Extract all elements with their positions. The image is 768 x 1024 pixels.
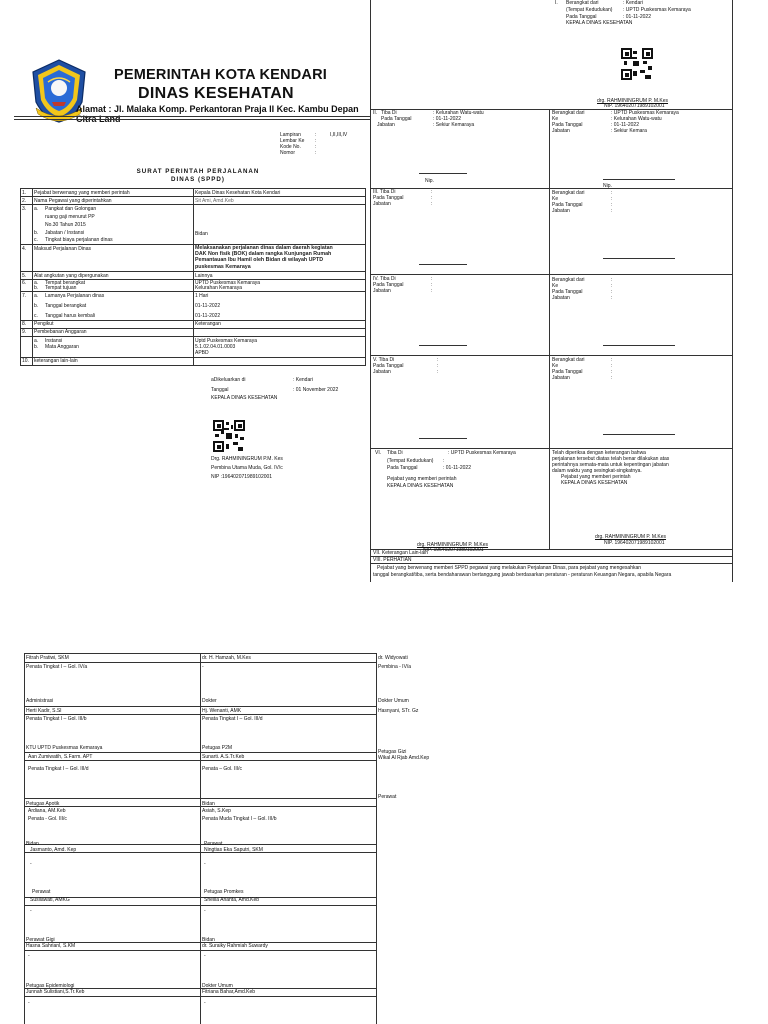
- document-title: SURAT PERINTAH PERJALANAN DINAS (SPPD): [136, 168, 260, 183]
- staff-list-table: Fitrah Pratiwi, SKM Penata Tingkat I – Gol. IV/a Administrasi Herti Kadir, S.SI Penata Tingkat I – Gol. III/b KTU UPTD Puskesmas Kemaraya Aan Zumiwatih, S.Farm. APT Penata Tingkat I – Gol. III/d Petugas Apotik Ardiana, AM.Keb Penata - Gol. III/c Bidan Jasmanto, Amd. Kep - Perawat Susilawati, AMKG - Perawat Gigi Hasna Sahrianl, S.KM - Petugas Epidemiologi Junnah Sulistiani,S.Tr.Keb - dr. H. Hamzah, M.Kes - Dokter Hj. Wenanti, AMK Penata Tingkat I – Gol. III/d Petugas P2M Sunarti. A.S.Tr.Keb Penata – Gol. III/c Bidan Asiah, S.Kep Penata Muda Tingkat I – Gol. III/b Perawat Ningtias Eka Saputri, SKM - Petugas Promkes Sheilla Ananta, Amd.Keb - Bidan dr. Suraiky Rahmiah Suwardy - Dokter Umum Fitriana Bahar,Amd.Keb - dr. Widyowati Pembina - IV/a Dokter Umum Hasnyani, STr. Gz Petugas Gizi Wikal Al Rjab Amd.Kep Perawat: [24, 653, 744, 1024]
- issuer-name: Drg. RAHMININGRUM P.M. Kes: [211, 456, 283, 462]
- staff-name: dr. Widyowati: [378, 655, 408, 661]
- issued-at-label: aDikeluarkan di: [211, 377, 246, 383]
- staff-name: Hasna Sahrianl, S.KM: [26, 943, 76, 949]
- issuer-nip: NIP :196402071989102001: [211, 474, 273, 480]
- row-1-no: 1.: [22, 190, 27, 196]
- section-viii: VIII. PERHATIAN: [373, 557, 412, 563]
- staff-name: Susilawati, AMKG: [30, 897, 70, 903]
- issued-date: : 01 November 2022: [293, 387, 339, 393]
- row-4-value: Melaksanakan perjalanan dinas dalam daerah kegiatan DAK Non fisik (BOK) dalam rangka Kunjungan Rumah Pemantauan Ibu Hamil oleh Bidan di wilayah UPTD puskesmas Kemaraya: [195, 245, 333, 270]
- letterhead-rule: [14, 116, 370, 117]
- sppd-table: 1. Pejabat berwenang yang memberi perintah Kepala Dinas Kesehatan Kota Kendari 2. Nama Pegawai yang diperintahkan Sit Ami, Amd.Keb 3. a. Pangkat dan Golongan ruang gaji menurut PP No.30 Tahun 2015 b. Jabatan / Instansi c. Tingkat biaya perjalanan dinas Bidan 4. Maksud Perjalanan Dinas Melaksanakan perjalanan dinas dalam daerah kegiatan DAK Non fisik (BOK) dalam rangka Kunjungan Rumah Pemantauan Ibu Hamil oleh Bidan di wilayah UPTD puskesmas Kemaraya 5. Alat angkutan yang dipergunakan Lainnya 6. a. Tempat berangkat b. Tempat tujuan UPTD Puskesmas Kemaraya Kelurahan Kemaraya 7. a. Lamanya Perjalanan dinas b. Tanggal berangkat c. Tanggal harus kembali 1 Hari 01-11-2022 01-11-2022 8. Pengikut Keterangan 9. Pembebanan Anggaran a. Instansi b. Mata Anggaran Uptd Puskesmas Kemaraya 5.1.02.04.01.0003 APBD 10. keterangan lain-lain: [20, 188, 366, 366]
- staff-name: Fitriana Bahar,Amd.Keb: [202, 989, 256, 995]
- issued-at-value: : Kendari: [293, 377, 314, 383]
- government-title: PEMERINTAH KOTA KENDARI: [114, 67, 327, 83]
- staff-name: dr. H. Hamzah, M.Kes: [202, 655, 251, 661]
- office-address: Alamat : Jl. Malaka Komp. Perkantoran Praja II Kec. Kambu Depan Citra Land: [76, 104, 359, 124]
- row-4-label: Maksud Perjalanan Dinas: [34, 246, 91, 252]
- letterhead-rule-thin: [14, 119, 370, 120]
- staff-name: Wikal Al Rjab Amd.Kep: [378, 755, 430, 761]
- section-vii: VII. Keterangan Lain-lain: [373, 550, 429, 556]
- staff-name: Hj. Wenanti, AMK: [202, 708, 242, 714]
- staff-name: Jasmanto, Amd. Kep: [30, 847, 77, 853]
- attention-note-2: tanggal berangkat/tiba, serta bendaharawan bertanggung jawab berdasarkan peraturan - peraturan Keuangan Negara, apabila Negara: [373, 572, 672, 578]
- sppd-back-page: I. Berangkat dari : Kendari (Tempat Kedudukan) : UPTD Puskesmas Kemaraya Pada Tanggal : 01-11-2022 KEPALA DINAS KESEHATAN drg. RAHMININGRUM P. M.Kes NIP. 196402071989102001 II. Tiba Di : Kelurahan Watu-watu Pada Tanggal : 01-11-2022 Jabatan : Sekiur Kemaraya Nip. Berangkat dari : UPTD Puskesmas Kemaraya Ke : Kelurahan Watu-watu Pada Tanggal : 01-11-2022 Jabatan : Sekiur Kemara Nip. III. Tiba Di : Pada Tanggal : Jabatan : Berangkat dari : Ke : Pada Tanggal : Jabatan : IV. Tiba Di : Pada Tanggal : Jabatan : Berangkat dari : Ke : Pada Tanggal : Jabatan : V. Tiba Di : Pada Tanggal : Jabatan : Berangkat dari : Ke : Pada Tanggal : Jabatan : VI. Tiba Di : UPTD Puskesmas Kemaraya (Tempat Kedudukan) : Pada Tanggal : 01-11-2022 Pejabat yang memberi perintah KEPALA DINAS KESEHATAN drg. RAHMININGRUM P. M.Kes NIP. 196402071989102001 Telah diperiksa dengan keterangan bahwa perjalanan tersebut diatas telah benar dilakukan atas perintahnya semata-mata untuk kepentingan jabatan dalam waktu yang sesingkat-singkatnya. Pejabat yang memberi perintah KEPALA DINAS KESEHATAN drg. RAHMININGRUM P. M.Kes NIP. 196402071989102001 VII. Keterangan Lain-lain VIII. PERHATIAN Pejabat yang berwenang memberi SPPD pegawai yang melakukan Perjalanan Dinas, para pejabat yang mengesahkan tanggal berangkat/tiba, serta bendaharawan bertanggung jawab berdasarkan peraturan - peraturan Keuangan Negara, apabila Negara: [370, 0, 733, 582]
- staff-name: Fitrah Pratiwi, SKM: [26, 655, 69, 661]
- row-2-value: Sit Ami, Amd.Keb: [195, 198, 234, 204]
- row-1-value: Kepala Dinas Kesehatan Kota Kendari: [195, 190, 281, 196]
- staff-name: Asiah, S.Kep: [202, 808, 231, 814]
- row-1-label: Pejabat berwenang yang memberi perintah: [34, 190, 130, 196]
- staff-name: Herti Kadir, S.SI: [26, 708, 62, 714]
- staff-name: Hasnyani, STr. Gz: [378, 708, 419, 714]
- document-meta: Lampiran Lembar Ke Kode No. Nomor: [280, 132, 305, 156]
- staff-name: Ardiana, AM.Keb: [28, 808, 66, 814]
- staff-name: dr. Suraiky Rahmiah Suwardy: [202, 943, 268, 949]
- section-i-qr-code-icon: [621, 48, 653, 80]
- issuer-title: KEPALA DINAS KESEHATAN: [211, 395, 278, 401]
- row-3-value: Bidan: [195, 231, 208, 237]
- signature-qr-code-icon: [213, 420, 245, 452]
- staff-name: Ningtias Eka Saputri, SKM: [204, 847, 263, 853]
- vi-signer-name: drg. RAHMININGRUM P. M.Kes: [417, 542, 489, 548]
- staff-name: Sheilla Ananta, Amd.Keb: [204, 897, 260, 903]
- staff-name: Junnah Sulistiani,S.Tr.Keb: [26, 989, 85, 995]
- attention-note-1: Pejabat yang berwenang memberi SPPD pegawai yang melakukan Perjalanan Dinas, para pejabat yang mengesahkan: [377, 565, 642, 571]
- sppd-front-page: PEMERINTAH KOTA KENDARI DINAS KESEHATAN Alamat : Jl. Malaka Komp. Perkantoran Praja II Kec. Kambu Depan Citra Land Lampiran Lembar Ke Kode No. Nomor : : : : I,II,III,IV SURAT PERINTAH PERJALANAN DINAS (SPPD) 1. Pejabat berwenang yang memberi perintah Kepala Dinas Kesehatan Kota Kendari 2. Nama Pegawai yang diperintahkan Sit Ami, Amd.Keb 3. a. Pangkat dan Golongan ruang gaji menurut PP No.30 Tahun 2015 b. Jabatan / Instansi c. Tingkat biaya perjalanan dinas Bidan 4. Maksud Perjalanan Dinas Melaksanakan perjalanan dinas dalam daerah kegiatan DAK Non fisik (BOK) dalam rangka Kunjungan Rumah Pemantauan Ibu Hamil oleh Bidan di wilayah UPTD puskesmas Kemaraya 5. Alat angkutan yang dipergunakan Lainnya 6. a. Tempat berangkat b. Tempat tujuan UPTD Puskesmas Kemaraya Kelurahan Kemaraya 7. a. Lamanya Perjalanan dinas b. Tanggal berangkat c. Tanggal harus kembali 1 Hari 01-11-2022 01-11-2022 8. Pengikut Keterangan 9. Pembebanan Anggaran a. Instansi b. Mata Anggaran Uptd Puskesmas Kemaraya 5.1.02.04.01.0003 APBD 10. keterangan lain-lain aDikeluarkan di : Kendari Tanggal : 01 November 2022 KEPALA DINAS KESEHATAN Drg. RAHMININGRUM P.M. Kes Pembina Utama Muda, Gol. IV/c NIP :196402071989102001: [14, 0, 370, 582]
- issuer-rank: Pembina Utama Muda, Gol. IV/c: [211, 465, 283, 471]
- staff-name: Aan Zumiwatih, S.Farm. APT: [28, 754, 93, 760]
- row-2-label: Nama Pegawai yang diperintahkan: [34, 198, 112, 204]
- department-title: DINAS KESEHATAN: [138, 85, 294, 102]
- staff-name: Sunarti. A.S.Tr.Keb: [202, 754, 245, 760]
